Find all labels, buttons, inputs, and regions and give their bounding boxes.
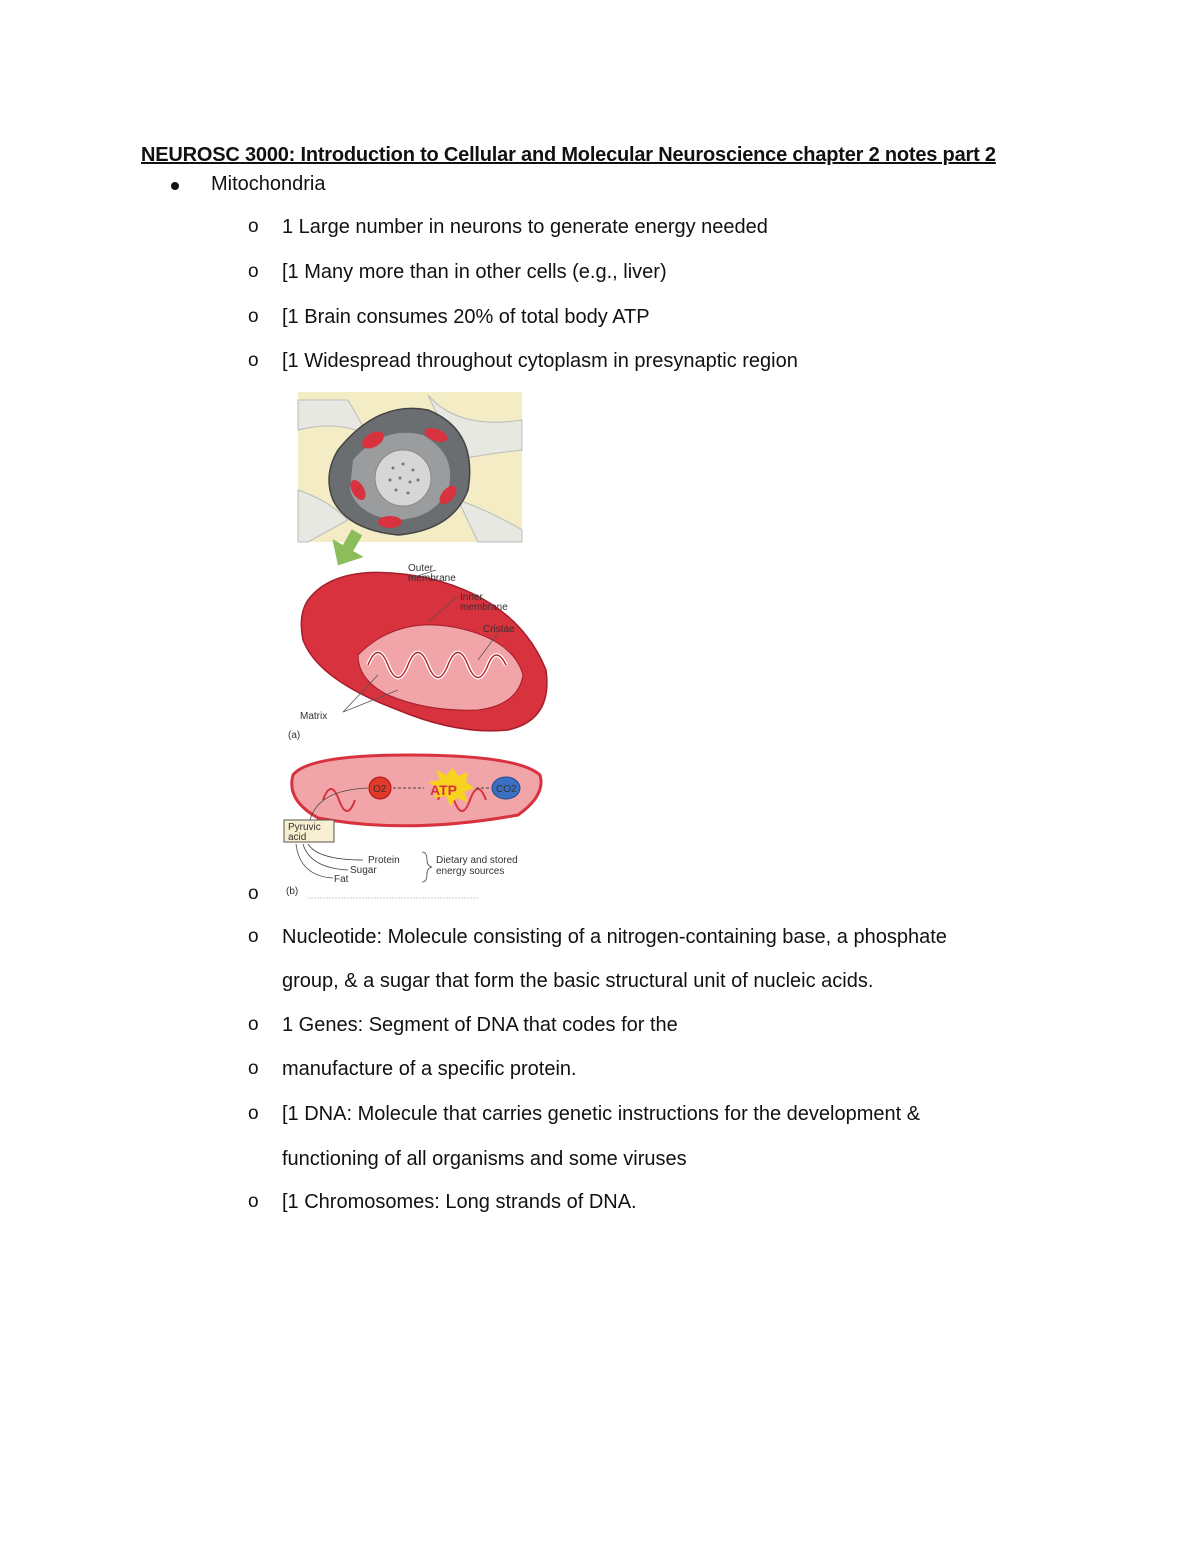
list-item-text: [1 Widespread throughout cytoplasm in presynaptic region [282, 350, 798, 372]
neuron-panel [298, 392, 522, 542]
label-inner-1: Inner [460, 592, 483, 603]
list-marker: o [248, 926, 259, 947]
list-item-continuation: group, & a sugar that form the basic structural unit of nucleic acids. [282, 970, 874, 992]
bullet-label: Mitochondria [211, 173, 326, 195]
label-cristae: Cristae [483, 624, 515, 635]
list-marker: o [248, 261, 259, 282]
list-item-text: [1 Brain consumes 20% of total body ATP [282, 306, 650, 328]
list-marker: o [248, 216, 259, 237]
label-atp: ATP [430, 782, 457, 798]
label-outer-1: Outer [408, 563, 434, 574]
label-panel-a: (a) [288, 730, 301, 741]
bullet-dot-icon [171, 182, 179, 190]
list-marker: o [248, 306, 259, 327]
page-title: NEUROSC 3000: Introduction to Cellular and Molecular Neuroscience chapter 2 notes part 2 [141, 144, 996, 166]
list-marker: o [248, 1058, 259, 1079]
list-marker: o [248, 1191, 259, 1212]
list-item-text: [1 Many more than in other cells (e.g., liver) [282, 261, 667, 283]
label-inner-2: membrane [460, 602, 508, 613]
list-item-text: [1 Chromosomes: Long strands of DNA. [282, 1191, 637, 1213]
label-o2: O2 [373, 784, 387, 795]
mitochondria-figure [278, 390, 558, 900]
label-co2: CO2 [496, 784, 517, 795]
label-pyruvic-1: Pyruvic [288, 822, 321, 833]
label-panel-b: (b) [286, 886, 299, 897]
list-item-text: 1 Genes: Segment of DNA that codes for the [282, 1014, 678, 1036]
mitochondrion-mark [378, 516, 402, 528]
list-marker: o [248, 1103, 259, 1124]
label-pyruvic-2: acid [288, 832, 307, 843]
label-outer-2: membrane [408, 573, 456, 584]
mitochondria-illustration [278, 390, 558, 900]
label-matrix: Matrix [300, 711, 328, 722]
label-sugar: Sugar [350, 865, 377, 876]
list-item-continuation: functioning of all organisms and some viruses [282, 1148, 687, 1170]
list-item-text: 1 Large number in neurons to generate energy needed [282, 216, 768, 238]
mitochondrion-panel-a [288, 563, 547, 741]
label-dietary-2: energy sources [436, 866, 505, 877]
list-item-text: [1 DNA: Molecule that carries genetic instructions for the development & [282, 1103, 921, 1125]
list-marker: o [248, 350, 259, 371]
mitochondrion-panel-b [284, 755, 541, 898]
label-protein: Protein [368, 855, 400, 866]
list-marker: o [248, 1014, 259, 1035]
label-fat: Fat [334, 874, 349, 885]
label-dietary-1: Dietary and stored [436, 855, 518, 866]
list-item-text: Nucleotide: Molecule consisting of a nitrogen-containing base, a phosphate [282, 926, 947, 948]
list-item-text: manufacture of a specific protein. [282, 1058, 577, 1080]
list-marker: o [248, 883, 259, 904]
